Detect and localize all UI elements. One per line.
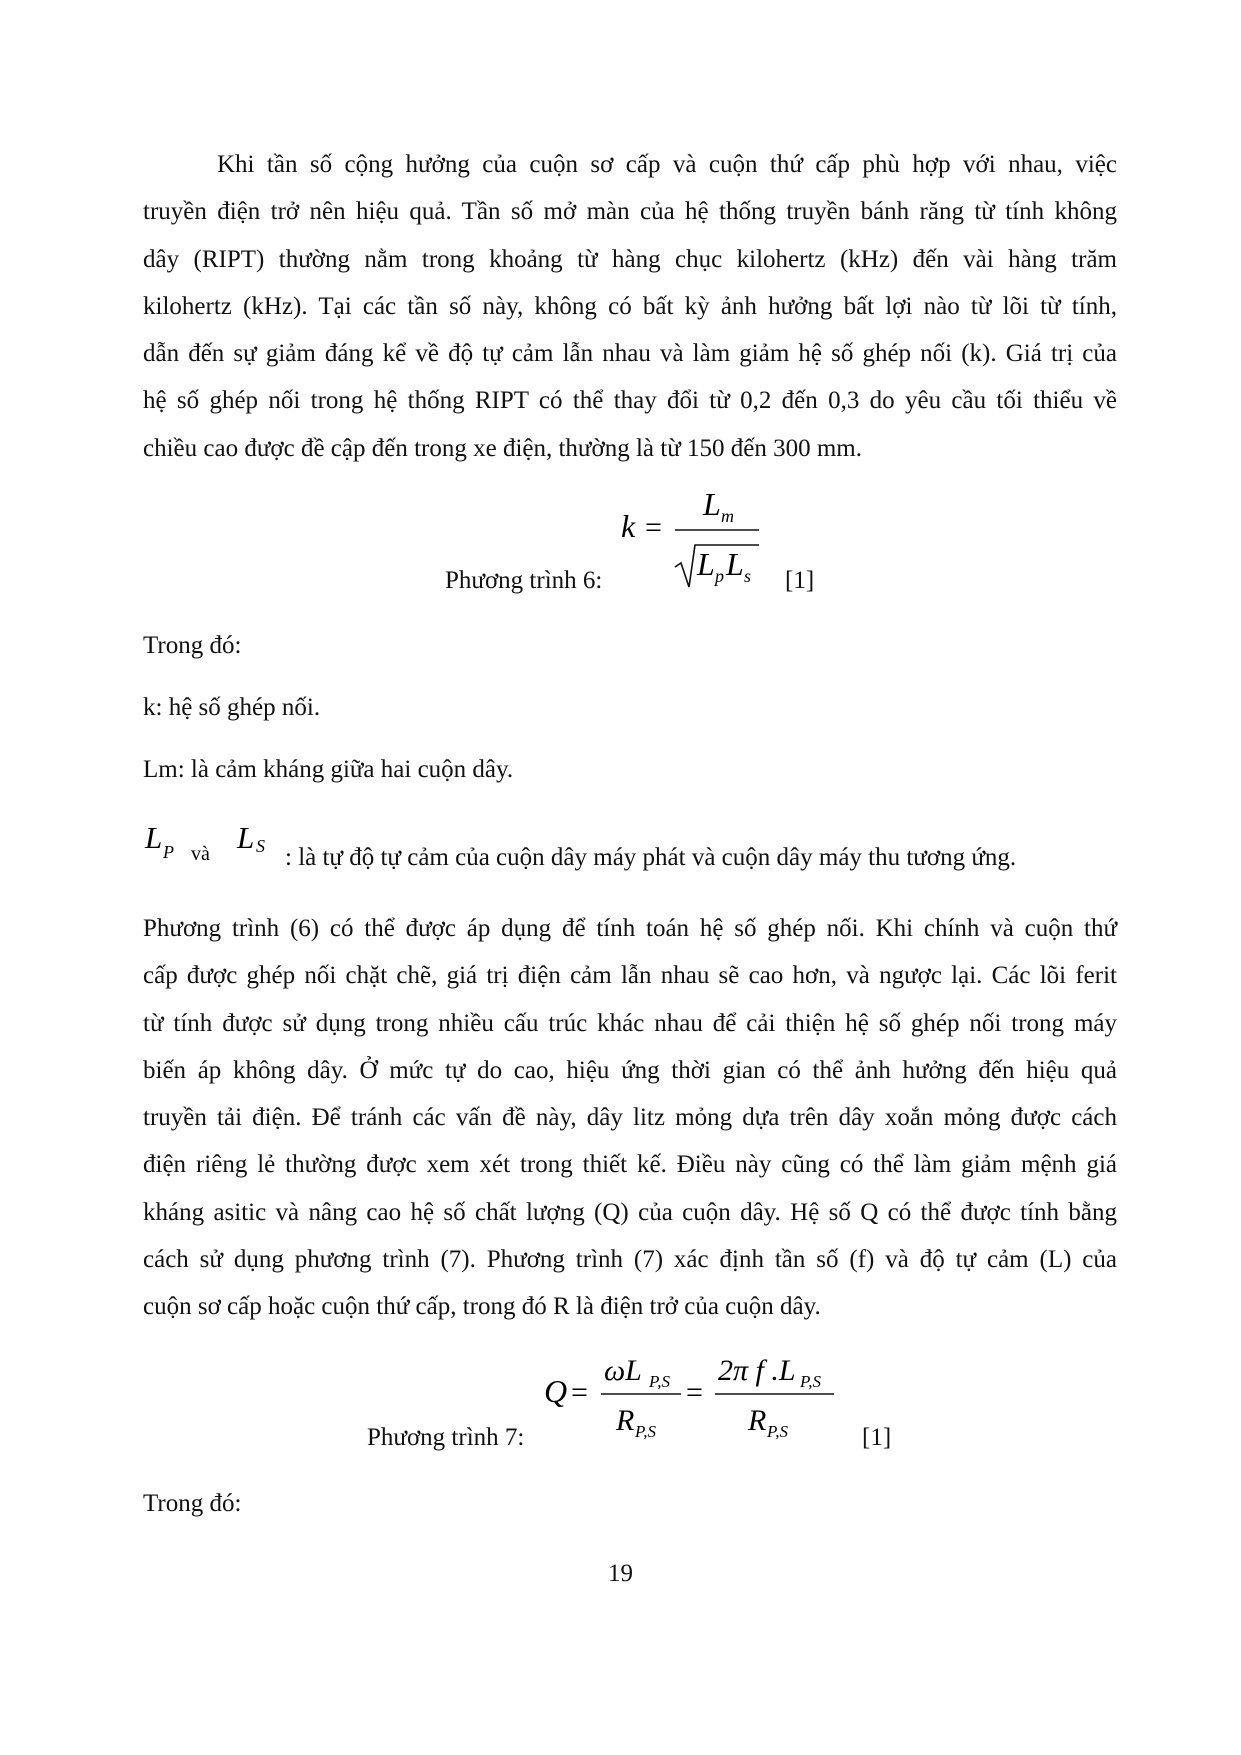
formula-den-1: R <box>616 1404 635 1437</box>
definition-lm: Lm: là cảm kháng giữa hai cuộn dây. <box>143 756 514 783</box>
text-line: truyền điện trở nên hiệu quả. Tần số mở màn của hệ thống truyền bánh răng từ tính không <box>143 198 1117 226</box>
coupling-coefficient-formula <box>615 485 775 595</box>
text-line: từ tính được sử dụng trong nhiều cấu trúc khác nhau để cải thiện hệ số ghép nối trong máy <box>143 1009 1117 1037</box>
equation-label: Phương trình 6: <box>445 567 603 594</box>
text-line: biến áp không dây. Ở mức tự do cao, hiệu ứng thời gian có thể ảnh hưởng đến hiệu quả <box>143 1056 1117 1084</box>
formula-numerator: L <box>703 486 721 522</box>
formula-den-a: L <box>697 546 715 582</box>
definition-k: k: hệ số ghép nối. <box>143 694 321 721</box>
formula-den-2: R <box>748 1404 767 1437</box>
ls-symbol: L <box>237 820 255 855</box>
formula-den-a-sub: p <box>715 566 724 586</box>
formula-equals: = <box>645 511 662 544</box>
formula-equals-2: = <box>686 1376 703 1409</box>
page-number: 19 <box>608 1560 633 1587</box>
formula-den-1-sub: P,S <box>635 1422 656 1441</box>
formula-den-b: L <box>726 546 744 582</box>
text-line: cấp được ghép nối chặt chẽ, giá trị điện cảm lẫn nhau sẽ cao hơn, và ngược lại. Các lõi ferit <box>143 962 1117 990</box>
formula-numerator-sub: m <box>721 506 734 526</box>
text-line: kháng asitic và nâng cao hệ số chất lượng (Q) của cuộn dây. Hệ số Q có thể được tính bằng <box>143 1198 1117 1226</box>
text-line: Khi tần số cộng hưởng của cuộn sơ cấp và cuộn thứ cấp phù hợp với nhau, việc <box>217 151 1117 178</box>
quality-factor-formula <box>538 1340 838 1450</box>
lp-symbol: L <box>145 820 163 855</box>
formula-lhs: k <box>621 508 636 544</box>
formula-equals-1: = <box>571 1376 588 1409</box>
text-line: cuộn sơ cấp hoặc cuộn thứ cấp, trong đó R là điện trở của cuộn dây. <box>143 1293 821 1321</box>
equation-reference: [1] <box>785 567 815 594</box>
where-heading: Trong đó: <box>143 1490 242 1517</box>
where-heading: Trong đó: <box>143 632 242 659</box>
formula-num-2-sub: P,S <box>800 1372 821 1391</box>
formula-num-2: 2π f .L <box>718 1354 796 1387</box>
definition-lp-ls-text: : là tự độ tự cảm của cuộn dây máy phát và cuộn dây máy thu tương ứng. <box>285 844 1017 871</box>
formula-num-1-sub: P,S <box>649 1372 670 1391</box>
formula-den-2-sub: P,S <box>767 1422 788 1441</box>
formula-lhs: Q <box>544 1373 568 1409</box>
text-line: dẫn đến sự giảm đáng kể về độ tự cảm lẫn nhau và làm giảm hệ số ghép nối (k). Giá trị của <box>143 340 1117 368</box>
formula-den-b-sub: s <box>744 566 752 586</box>
equation-reference: [1] <box>862 1424 892 1451</box>
equation-label: Phương trình 7: <box>367 1424 525 1451</box>
text-line: Phương trình (6) có thể được áp dụng để tính toán hệ số ghép nối. Khi chính và cuộn thứ <box>143 915 1117 942</box>
text-line: hệ số ghép nối trong hệ thống RIPT có thể thay đổi từ 0,2 đến 0,3 do yêu cầu tối thiểu về <box>143 387 1117 415</box>
text-line: truyền tải điện. Để tránh các vấn đề này, dây litz mỏng dựa trên dây xoắn mỏng được cách <box>143 1104 1117 1132</box>
formula-num-1: ωL <box>604 1354 642 1387</box>
text-line: dây (RIPT) thường nằm trong khoảng từ hàng chục kilohertz (kHz) đến vài hàng trăm <box>143 245 1117 273</box>
paragraph-intro <box>143 141 1117 472</box>
ls-sub: S <box>256 836 265 856</box>
and-word: và <box>191 843 210 865</box>
lp-sub: P <box>163 842 174 862</box>
text-line: cách sử dụng phương trình (7). Phương trình (7) xác định tần số (f) và độ tự cảm (L) của <box>143 1246 1117 1274</box>
text-line: kilohertz (kHz). Tại các tần số này, không có bất kỳ ảnh hưởng bất lợi nào từ lõi từ tính, <box>143 292 1117 320</box>
paragraph-q-factor <box>143 905 1117 1331</box>
text-line: điện riêng lẻ thường được xem xét trong thiết kế. Điều này cũng có thể làm giảm mệnh giá <box>143 1151 1117 1179</box>
lp-ls-symbols <box>143 820 283 866</box>
text-line: chiều cao được đề cập đến trong xe điện, thường là từ 150 đến 300 mm. <box>143 434 862 462</box>
